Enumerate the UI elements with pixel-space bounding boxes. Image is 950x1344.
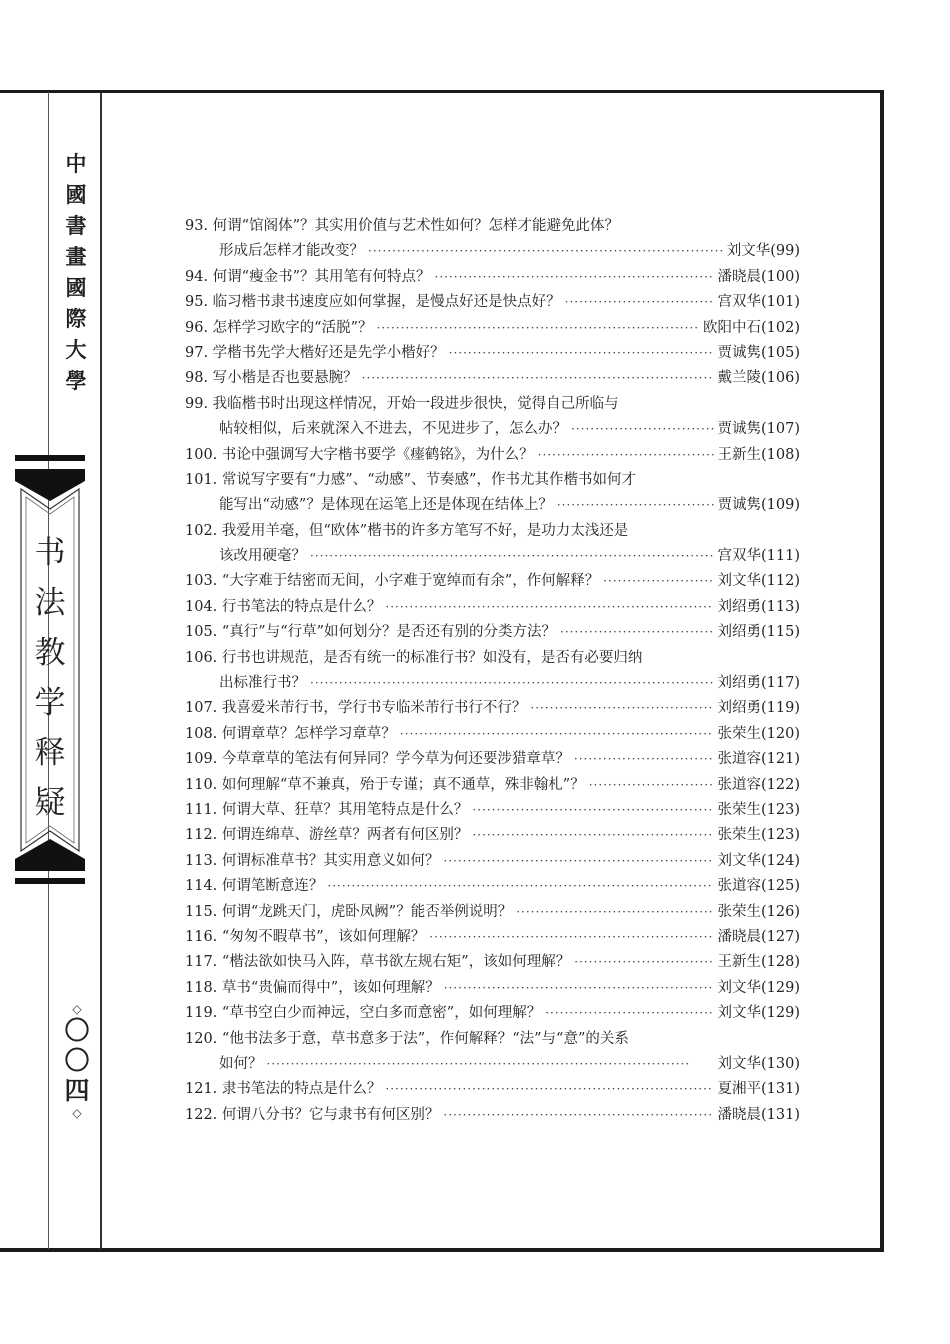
toc-leader-dots (400, 722, 714, 747)
toc-entry-title: 110. 如何理解“草不兼真，殆于专谨；真不通草，殊非翰札”？ (185, 776, 585, 793)
toc-leader-dots (385, 1077, 713, 1102)
toc-entry-title: 帖较相似，后来就深入不进去，不见进步了，怎么办？ (219, 421, 567, 438)
toc-entry-author-page: 刘文华(130) (717, 1055, 800, 1072)
toc-entry-author-page: 刘绍勇(115) (717, 624, 800, 641)
toc-entry (185, 214, 800, 239)
toc-entry (185, 925, 800, 950)
toc-entry-title: 102. 我爱用羊毫，但“欧体”楷书的许多方笔写不好，是功力太浅还是 (185, 522, 629, 539)
toc-entry-author-page: 夏湘平(131) (717, 1081, 800, 1098)
toc-entry-author-page: 宫双华(101) (717, 294, 800, 311)
toc-entry (185, 798, 800, 823)
toc-entry (185, 1027, 800, 1052)
toc-entry (185, 366, 800, 391)
toc-leader-dots (310, 544, 714, 569)
toc-entry (185, 696, 800, 721)
toc-entry (185, 646, 800, 671)
toc-entry-author-page: 刘文华(129) (717, 1005, 800, 1022)
toc-leader-dots (516, 900, 713, 925)
toc-entry-title: 118. 草书“贵偏而得中”，该如何理解？ (185, 979, 440, 996)
toc-entry-title: 114. 何谓笔断意连？ (185, 878, 324, 895)
toc-entry-author-page: 潘晓晨(127) (717, 928, 800, 945)
toc-entry (185, 316, 800, 341)
toc-entry-title: 108. 何谓章草？怎样学习章草？ (185, 725, 396, 742)
toc-entry-title: 122. 何谓八分书？它与隶书有何区别？ (185, 1106, 440, 1123)
toc-leader-dots (327, 874, 713, 899)
toc-entry-title: 115. 何谓“龙跳天门，虎卧凤阙”？能否举例说明？ (185, 903, 513, 920)
toc-entry-title: 95. 临习楷书隶书速度应如何掌握，是慢点好还是快点好？ (185, 294, 561, 311)
toc-entry-title: 98. 写小楷是否也要悬腕？ (185, 370, 358, 387)
toc-entry-title: 117. “楷法欲如快马入阵，草书欲左规右矩”，该如何理解？ (185, 954, 571, 971)
toc-entry-title: 如何？ (219, 1055, 263, 1072)
toc-leader-dots (443, 1103, 713, 1128)
toc-leader-dots (472, 823, 713, 848)
margin-rule-inner (100, 92, 102, 1249)
toc-entry (185, 1001, 800, 1026)
toc-entry-title: 能写出“动感”？是体现在运笔上还是体现在结体上？ (219, 497, 553, 514)
toc-leader-dots (560, 620, 713, 645)
toc-entry-title: 103. “大字难于结密而无间，小字难于宽绰而有余”，作何解释？ (185, 573, 600, 590)
toc-entry (185, 519, 800, 544)
toc-entry (185, 950, 800, 975)
toc-entry (185, 874, 800, 899)
toc-entry-author-page: 王新生(128) (717, 954, 800, 971)
toc-entry-title: 107. 我喜爱米芾行书，学行书专临米芾行书行不行？ (185, 700, 527, 717)
toc-entry-title: 94. 何谓“瘦金书”？其用笔有何特点？ (185, 268, 431, 285)
toc-leader-dots (565, 290, 714, 315)
toc-entry (185, 290, 800, 315)
toc-leader-dots (574, 747, 714, 772)
toc-entry-author-page: 张荣生(120) (717, 725, 800, 742)
toc-entry-author-page: 欧阳中石(102) (703, 319, 800, 336)
frame-top-border (0, 90, 884, 93)
toc-entry-author-page: 王新生(108) (717, 446, 800, 463)
diamond-ornament-icon: ◇ (72, 1106, 82, 1120)
toc-entry-author-page: 张荣生(126) (717, 903, 800, 920)
page-number-char: 〇 (64, 1016, 90, 1045)
toc-entry (185, 544, 800, 569)
toc-entry-author-page: 张荣生(123) (717, 827, 800, 844)
toc-leader-dots (472, 798, 713, 823)
page-number-char: 四 (64, 1076, 90, 1105)
toc-entry (185, 1103, 800, 1128)
toc-entry (185, 569, 800, 594)
toc-entry-author-page: 刘文华(129) (717, 979, 800, 996)
toc-leader-dots (435, 265, 714, 290)
toc-leader-dots (603, 569, 713, 594)
toc-entry-title: 119. “草书空白少而神远，空白多而意密”，如何理解？ (185, 1005, 542, 1022)
toc-leader-dots (530, 696, 713, 721)
toc-entry (185, 849, 800, 874)
toc-entry-title: 97. 学楷书先学大楷好还是先学小楷好？ (185, 344, 445, 361)
toc-entry (185, 468, 800, 493)
toc-leader-dots (571, 417, 714, 442)
toc-leader-dots (545, 1001, 713, 1026)
toc-entry-author-page: 张道容(125) (717, 878, 800, 895)
toc-entry-author-page: 贾诚隽(105) (717, 344, 800, 361)
toc-entry-title: 104. 行书笔法的特点是什么？ (185, 598, 382, 615)
toc-entry-title: 100. 书论中强调写大字楷书要学《瘗鹤铭》，为什么？ (185, 446, 534, 463)
toc-entry-title: 120. “他书法多于意，草书意多于法”，作何解释？“法”与“意”的关系 (185, 1030, 629, 1047)
table-of-contents (185, 214, 800, 1128)
toc-entry (185, 722, 800, 747)
toc-entry-title: 96. 怎样学习欧字的“活脱”？ (185, 319, 373, 336)
toc-entry-title: 111. 何谓大草、狂草？其用笔特点是什么？ (185, 801, 469, 818)
book-title: 书法教学释疑 (34, 535, 66, 821)
toc-entry-author-page: 张荣生(123) (717, 801, 800, 818)
series-title: 中國書畫國際大學 (65, 151, 87, 393)
toc-entry-title: 116. “匆匆不暇草书”，该如何理解？ (185, 928, 426, 945)
toc-entry-title: 105. “真行”与“行草”如何划分？是否还有别的分类方法？ (185, 624, 557, 641)
toc-entry (185, 823, 800, 848)
toc-entry-author-page: 刘绍勇(113) (717, 598, 800, 615)
toc-entry (185, 493, 800, 518)
toc-entry (185, 417, 800, 442)
toc-entry (185, 1077, 800, 1102)
toc-entry (185, 747, 800, 772)
toc-entry (185, 1052, 800, 1077)
toc-entry (185, 900, 800, 925)
toc-leader-dots (538, 443, 714, 468)
frame-bottom-border (0, 1248, 884, 1252)
toc-entry-author-page: 潘晓晨(131) (717, 1106, 800, 1123)
toc-leader-dots (429, 925, 713, 950)
toc-entry-author-page: 刘文华(124) (717, 852, 800, 869)
toc-entry-author-page: 刘文华(99) (726, 243, 800, 260)
toc-entry-title: 93. 何谓“馆阁体”？其实用价值与艺术性如何？怎样才能避免此体？ (185, 218, 619, 234)
toc-entry-author-page: 贾诚隽(109) (717, 497, 800, 514)
toc-entry-author-page: 刘绍勇(117) (717, 675, 800, 692)
toc-entry-title: 该改用硬毫？ (219, 548, 306, 565)
toc-leader-dots (449, 341, 714, 366)
toc-entry-author-page: 贾诚隽(107) (717, 421, 800, 438)
frame-right-border (880, 90, 884, 1251)
toc-entry (185, 392, 800, 417)
toc-entry-title: 106. 行书也讲规范，是否有统一的标准行书？如没有，是否有必要归纳 (185, 649, 643, 666)
toc-entry-author-page: 潘晓晨(100) (717, 268, 800, 285)
toc-entry-author-page: 张道容(122) (717, 776, 800, 793)
toc-leader-dots (443, 849, 713, 874)
toc-entry-author-page: 刘绍勇(119) (717, 700, 800, 717)
toc-leader-dots (362, 366, 714, 391)
toc-entry-title: 121. 隶书笔法的特点是什么？ (185, 1081, 382, 1098)
toc-entry-title: 出标准行书？ (219, 675, 306, 692)
toc-entry-author-page: 宫双华(111) (717, 548, 800, 565)
page-number (62, 1002, 92, 1120)
toc-entry (185, 773, 800, 798)
toc-leader-dots (385, 595, 713, 620)
toc-entry-title: 112. 何谓连绵草、游丝草？两者有何区别？ (185, 827, 469, 844)
toc-leader-dots (368, 239, 723, 264)
toc-leader-dots (377, 316, 700, 341)
toc-entry-title: 形成后怎样才能改变？ (219, 243, 364, 260)
toc-entry-author-page: 张道容(121) (717, 751, 800, 768)
toc-entry-title: 109. 今草章草的笔法有何异同？学今草为何还要涉猎章草？ (185, 751, 570, 768)
toc-entry (185, 265, 800, 290)
page-number-char: 〇 (64, 1046, 90, 1075)
toc-leader-dots (267, 1052, 714, 1077)
toc-leader-dots (557, 493, 714, 518)
toc-entry (185, 341, 800, 366)
toc-entry-author-page: 刘文华(112) (717, 573, 800, 590)
toc-entry (185, 595, 800, 620)
toc-entry (185, 671, 800, 696)
toc-entry-title: 113. 何谓标准草书？其实用意义如何？ (185, 852, 440, 869)
toc-entry-author-page: 戴兰陵(106) (717, 370, 800, 387)
toc-leader-dots (589, 773, 714, 798)
toc-entry-title: 101. 常说写字要有“力感”、“动感”、节奏感”，作书尤其作楷书如何才 (185, 471, 636, 488)
toc-entry (185, 443, 800, 468)
toc-entry (185, 239, 800, 264)
diamond-ornament-icon: ◇ (72, 1002, 82, 1016)
toc-entry (185, 976, 800, 1001)
toc-leader-dots (574, 950, 713, 975)
toc-leader-dots (310, 671, 714, 696)
toc-leader-dots (444, 976, 714, 1001)
toc-entry-title: 99. 我临楷书时出现这样情况，开始一段进步很快，觉得自己所临与 (185, 395, 619, 412)
toc-entry (185, 620, 800, 645)
